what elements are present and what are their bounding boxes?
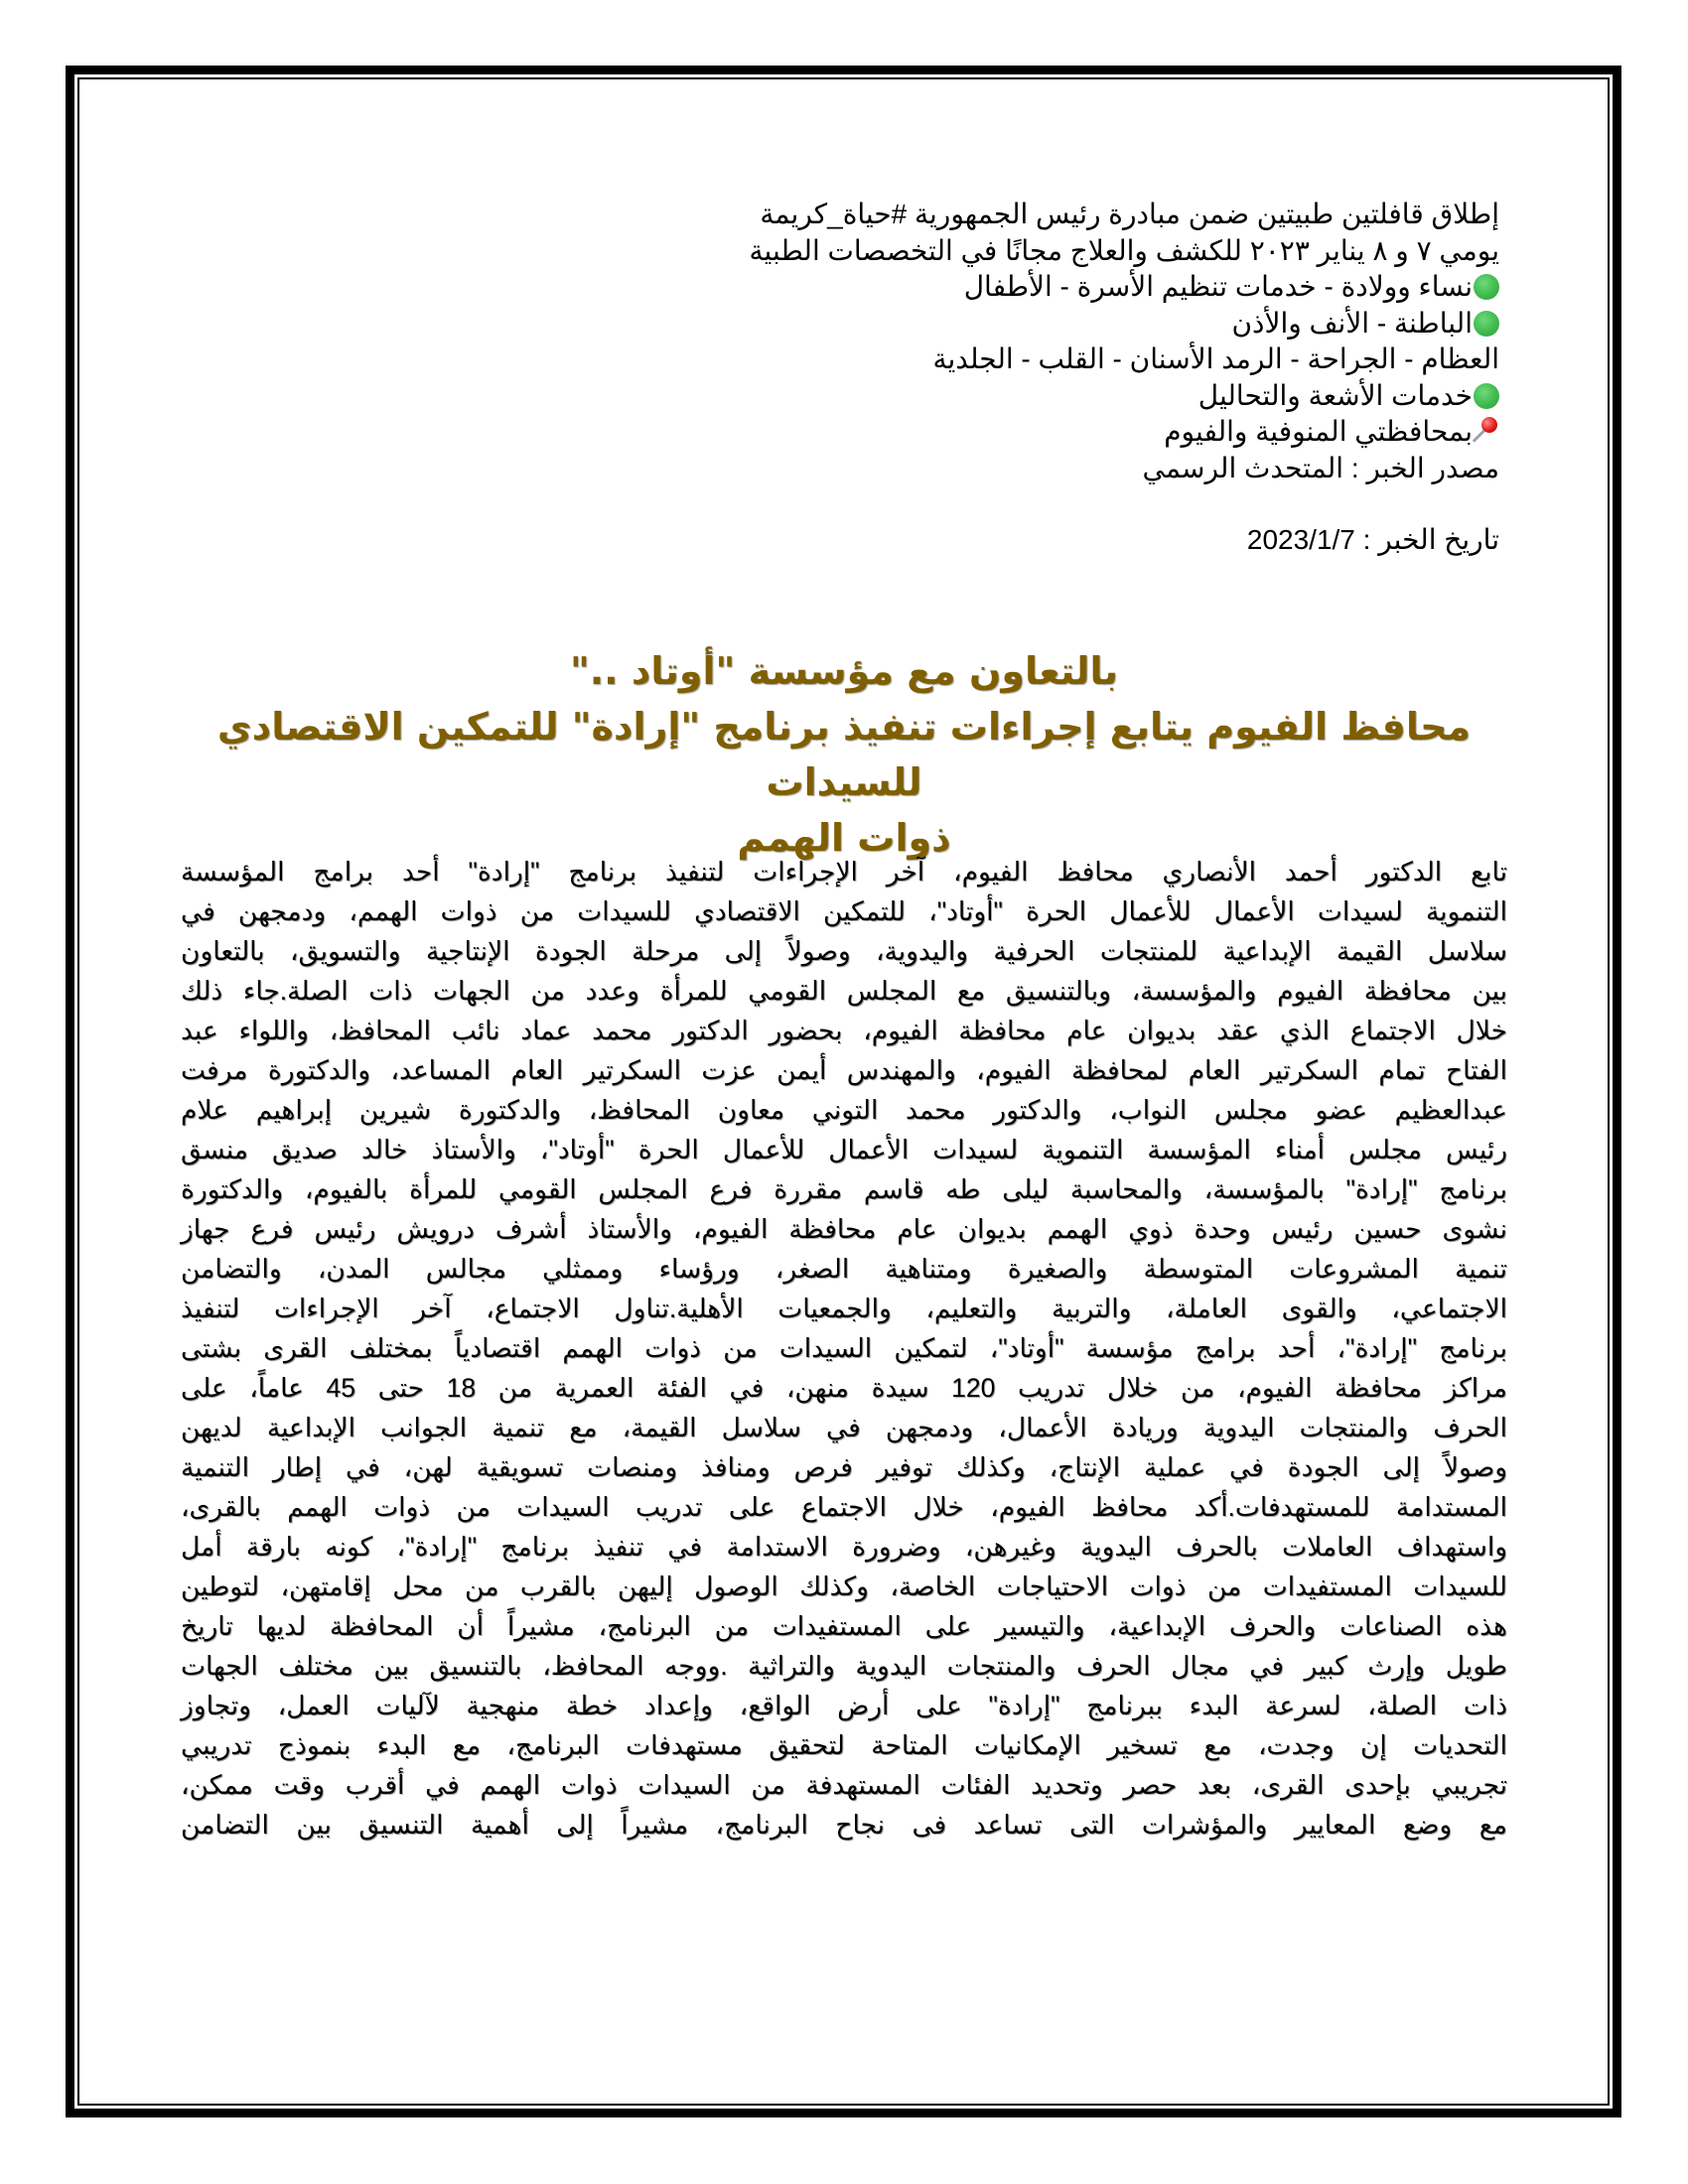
body-line: تنمية المشروعات المتوسطة والصغيرة ومتناهية الصغر، ورؤساء وممثلي مجالس المدن، والتضامن [181, 1254, 1507, 1284]
specialty-text: نساء وولادة - خدمات تنظيم الأسرة - الأطفال [963, 271, 1473, 302]
body-line: تابع الدكتور أحمد الأنصاري محافظ الفيوم، آخر الإجراءات لتنفيذ برنامج "إرادة" أحد برامج المؤسسة [181, 857, 1507, 887]
specialty-item [506, 269, 1499, 306]
body-line: التحديات إن وجدت، مع تسخير الإمكانيات المتاحة لتحقيق مستهدفات البرنامج، مع البدء بنموذج تدريبي [181, 1730, 1507, 1760]
specialty-item [506, 341, 1499, 378]
body-line: التنموية لسيدات الأعمال للأعمال الحرة "أوتاد"، للتمكين الاقتصادي للسيدات من ذوات الهمم، ودمجهن في [181, 896, 1507, 926]
body-line: خلال الاجتماع الذي عقد بديوان عام محافظة الفيوم، بحضور الدكتور محمد عماد نائب المحافظ، واللواء عبد [181, 1016, 1507, 1045]
announcement-block [506, 197, 1499, 559]
specialty-item [506, 378, 1499, 415]
specialty-text: العظام - الجراحة - الرمد الأسنان - القلب - الجلدية [932, 343, 1499, 374]
body-line: عبدالعظيم عضو مجلس النواب، والدكتور محمد التوني معاون المحافظ، والدكتورة شيرين إبراهيم علام [181, 1095, 1507, 1125]
specialty-text: الباطنة - الأنف والأذن [1231, 307, 1473, 339]
green-circle-icon [1474, 311, 1499, 337]
body-line: طويل وإرث كبير في مجال الحرف والمنتجات اليدوية والتراثية .ووجه المحافظ، بالتنسيق بين مختلف الجهات [181, 1651, 1507, 1681]
location-text: بمحافظتي المنوفية والفيوم [1164, 416, 1473, 447]
headline-line: محافظ الفيوم يتابع إجراءات تنفيذ برنامج "إرادة" للتمكين الاقتصادي للسيدات [216, 705, 1472, 804]
green-circle-icon [1474, 383, 1499, 409]
specialty-item [506, 306, 1499, 342]
body-line: برنامج "إرادة" بالمؤسسة، والمحاسبة ليلى طه قاسم مقررة فرع المجلس القومي للمرأة بالفيوم، والدكتورة [181, 1174, 1507, 1204]
announcement-dates: يومي ٧ و ٨ يناير ٢٠٢٣ للكشف والعلاج مجانًا في التخصصات الطبية [749, 234, 1499, 266]
body-line: نشوى حسين رئيس وحدة ذوي الهمم بديوان عام محافظة الفيوم، والأستاذ أشرف درويش رئيس فرع جهاز [181, 1214, 1507, 1244]
body-line: المستدامة للمستهدفات.أكد محافظ الفيوم، خلال الاجتماع على تدريب السيدات من ذوات الهمم بالقرى، [181, 1492, 1507, 1522]
headline-line: بالتعاون مع مؤسسة "أوتاد .." [569, 649, 1119, 693]
location-line [506, 414, 1499, 451]
headline [179, 643, 1509, 866]
body-line: بين محافظة الفيوم والمؤسسة، وبالتنسيق مع المجلس القومي للمرأة وعدد من الجهات ذات الصلة.جاء ذلك [181, 976, 1507, 1006]
news-source: مصدر الخبر : المتحدث الرسمي [1142, 452, 1499, 483]
body-line: برنامج "إرادة"، أحد برامج مؤسسة "أوتاد"، لتمكين السيدات من ذوات الهمم اقتصادياً بمختلف القرى بشتى [181, 1333, 1507, 1363]
body-line: الاجتماعي، والقوى العاملة، والتربية والتعليم، والجمعيات الأهلية.تناول الاجتماع، آخر الإجراءات لتنفيذ [181, 1294, 1507, 1323]
specialty-text: خدمات الأشعة والتحاليل [1197, 379, 1473, 411]
announcement-title: إطلاق قافلتين طبيتين ضمن مبادرة رئيس الجمهورية #حياة_كريمة [760, 199, 1499, 229]
body-line: سلاسل القيمة الإبداعية للمنتجات الحرفية واليدوية، وصولاً إلى مرحلة الجودة الإنتاجية والتسويق، بالتعاون [181, 936, 1507, 966]
body-line: الفتاح تمام السكرتير العام لمحافظة الفيوم، والمهندس أيمن عزت السكرتير العام المساعد، والدكتورة مرفت [181, 1055, 1507, 1085]
pushpin-icon [1474, 417, 1499, 445]
article-body [181, 852, 1507, 1844]
green-circle-icon [1474, 274, 1499, 300]
body-line: رئيس مجلس أمناء المؤسسة التنموية لسيدات الأعمال للأعمال الحرة "أوتاد"، والأستاذ خالد صديق منسق [181, 1135, 1507, 1164]
headline-line: ذوات الهمم [737, 816, 951, 860]
news-date: تاريخ الخبر : 2023/1/7 [1246, 524, 1499, 555]
body-line: تجريبي بإحدى القرى، بعد حصر وتحديد الفئات المستهدفة من السيدات ذوات الهمم في أقرب وقت ممكن، [181, 1770, 1507, 1800]
body-line: الحرف والمنتجات اليدوية وريادة الأعمال، ودمجهن في سلاسل القيمة، مع تنمية الجوانب الإبداعية لديهن [181, 1413, 1507, 1442]
body-line: ذات الصلة، لسرعة البدء ببرنامج "إرادة" على أرض الواقع، وإعداد خطة منهجية لآليات العمل، وتجاوز [181, 1691, 1507, 1720]
body-line: للسيدات المستفيدات من ذوات الاحتياجات الخاصة، وكذلك الوصول إليهن بالقرب من محل إقامتهن، لتوطين [181, 1571, 1507, 1601]
body-line: وصولاً إلى الجودة في عملية الإنتاج، وكذلك توفير فرص ومنافذ ومنصات تسويقية لهن، في إطار التنمية [181, 1452, 1507, 1482]
body-line: مراكز محافظة الفيوم، من خلال تدريب 120 سيدة منهن، في الفئة العمرية من 18 حتى 45 عاماً، على [181, 1373, 1507, 1403]
body-line: مع وضع المعايير والمؤشرات التى تساعد فى نجاح البرنامج، مشيراً إلى أهمية التنسيق بين التضامن [181, 1810, 1507, 1840]
body-line: واستهداف العاملات بالحرف اليدوية وغيرهن، وضرورة الاستدامة في تنفيذ برنامج "إرادة"، كونه بارقة أمل [181, 1532, 1507, 1562]
body-line: هذه الصناعات والحرف الإبداعية، والتيسير على المستفيدات من البرنامج، مشيراً أن المحافظة لديها تاريخ [181, 1611, 1507, 1641]
